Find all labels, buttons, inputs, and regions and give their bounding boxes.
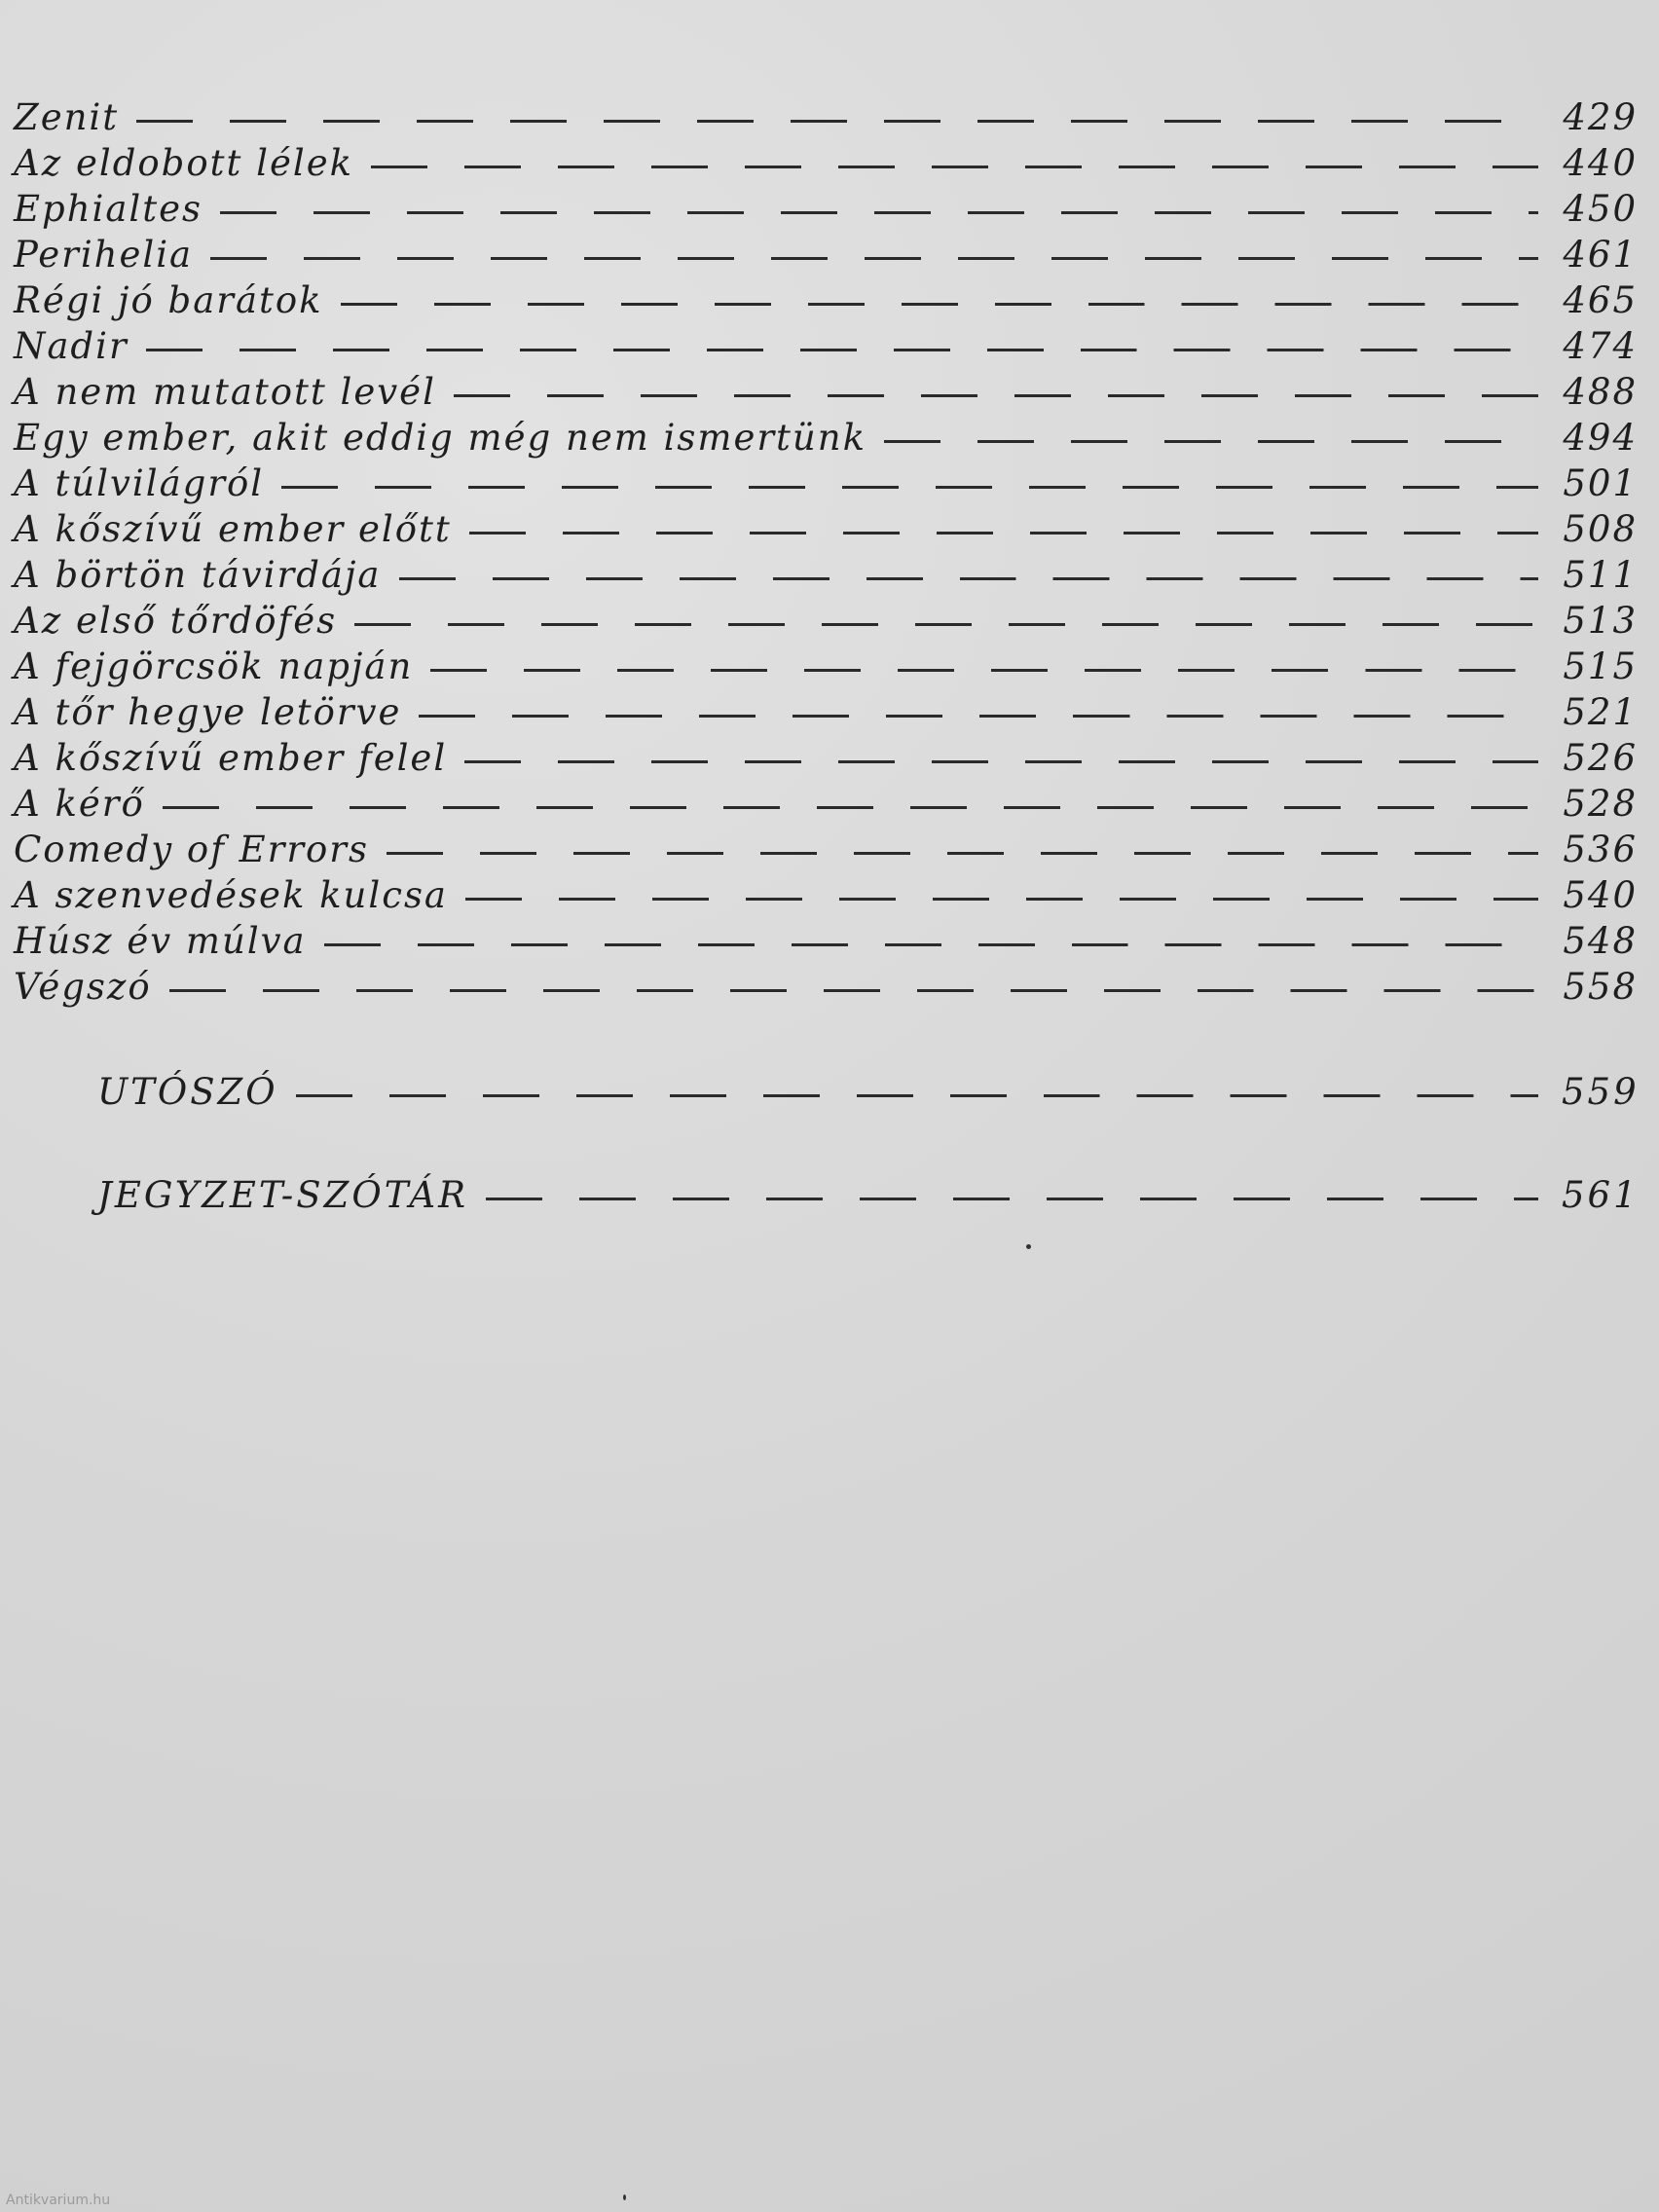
dot-leader [454, 394, 1538, 397]
toc-entry [14, 276, 1638, 323]
toc-entry [14, 597, 1638, 644]
toc-section-title: JEGYZET-SZÓTÁR [97, 1173, 468, 1216]
toc-entry-title: Húsz év múlva [14, 919, 307, 962]
dot-leader [399, 577, 1539, 580]
toc-entry [14, 871, 1638, 918]
toc-entry-page: 548 [1563, 919, 1638, 962]
toc-entry-title: Az első tőrdöfés [14, 599, 338, 642]
toc-entry-title: Comedy of Errors [14, 828, 369, 870]
dot-leader [210, 257, 1538, 260]
toc-entry [14, 368, 1638, 415]
toc-entry [14, 414, 1638, 461]
toc-entry-page: 465 [1563, 278, 1638, 321]
toc-entry-page: 474 [1563, 324, 1638, 367]
toc-entry [14, 963, 1638, 1010]
toc-entry-page: 558 [1563, 965, 1638, 1008]
toc-entry-page: 450 [1563, 187, 1638, 230]
toc-entry-page: 513 [1563, 599, 1638, 642]
toc-entry-page: 440 [1563, 141, 1638, 184]
toc-entry [14, 460, 1638, 506]
toc-entry-title: Egy ember, akit eddig még nem ismertünk [14, 416, 866, 459]
toc-entry [14, 780, 1638, 827]
toc-section-title: UTÓSZÓ [97, 1070, 278, 1113]
dot-leader [296, 1094, 1538, 1097]
toc-entry-title: A kérő [14, 782, 145, 825]
toc-entry-title: A túlvilágról [14, 461, 265, 504]
dot-leader [220, 211, 1538, 214]
toc-entry-page: 488 [1563, 370, 1638, 413]
dot-leader [371, 166, 1538, 168]
toc-entry-title: A kőszívű ember felel [14, 736, 448, 779]
toc-entry-title: A szenvedések kulcsa [14, 873, 448, 916]
dot-leader [430, 669, 1538, 672]
toc-entry-title: A börtön távirdája [14, 553, 382, 596]
toc-entry-page: 429 [1563, 95, 1638, 138]
toc-section [97, 1171, 1638, 1218]
dot-leader [341, 303, 1538, 306]
toc-entry-page: 501 [1563, 461, 1638, 504]
toc-entry-page: 521 [1563, 690, 1638, 733]
dot-leader [146, 349, 1538, 351]
toc-entry-page: 494 [1563, 416, 1638, 459]
toc-entry-title: A tőr hegye letörve [14, 690, 402, 733]
toc-entry-page: 461 [1563, 233, 1638, 276]
dot-leader [169, 989, 1538, 992]
toc-entry-title: A nem mutatott levél [14, 370, 436, 413]
dot-leader [469, 532, 1538, 535]
toc-entry [14, 734, 1638, 781]
paper-speck [1026, 1244, 1031, 1249]
toc-section [97, 1068, 1638, 1115]
toc-entry-title: Régi jó barátok [14, 278, 323, 321]
toc-entry-title: A fejgörcsök napján [14, 645, 414, 687]
dot-leader [136, 120, 1538, 123]
toc-entry-title: Perihelia [14, 233, 194, 276]
toc-entry-page: 511 [1563, 553, 1638, 596]
dot-leader [486, 1198, 1538, 1200]
dot-leader [163, 806, 1538, 809]
dot-leader [281, 486, 1538, 489]
toc-entry-title: Ephialtes [14, 187, 203, 230]
toc-entry [14, 505, 1638, 552]
toc-entry [14, 185, 1638, 232]
toc-entry-title: Nadir [14, 324, 129, 367]
toc-section-page: 559 [1562, 1070, 1640, 1113]
toc-entry [14, 551, 1638, 598]
toc-entry [14, 93, 1638, 140]
toc-entry-title: Zenit [14, 95, 120, 138]
dot-leader [324, 943, 1538, 946]
dot-leader [419, 715, 1538, 718]
toc-entry [14, 231, 1638, 277]
toc-entry-title: A kőszívű ember előtt [14, 507, 452, 550]
toc-entry-title: Végszó [14, 965, 152, 1008]
toc-entry [14, 643, 1638, 689]
toc-entry [14, 917, 1638, 964]
watermark-text: Antikvarium.hu [6, 2193, 111, 2208]
paper-speck [623, 2194, 626, 2200]
toc-entry-page: 540 [1563, 873, 1638, 916]
toc-entry-page: 536 [1563, 828, 1638, 870]
toc-entry-page: 528 [1563, 782, 1638, 825]
toc-entry-page: 526 [1563, 736, 1638, 779]
dot-leader [354, 623, 1538, 626]
toc-entry [14, 322, 1638, 369]
toc-entry [14, 826, 1638, 872]
toc-entry [14, 139, 1638, 186]
toc-entry-page: 508 [1563, 507, 1638, 550]
dot-leader [465, 898, 1538, 901]
toc-section-page: 561 [1562, 1173, 1640, 1216]
toc-entry [14, 688, 1638, 735]
dot-leader [884, 440, 1538, 443]
toc-entry-page: 515 [1563, 645, 1638, 687]
dot-leader [464, 760, 1538, 763]
dot-leader [387, 852, 1538, 855]
toc-entry-title: Az eldobott lélek [14, 141, 354, 184]
